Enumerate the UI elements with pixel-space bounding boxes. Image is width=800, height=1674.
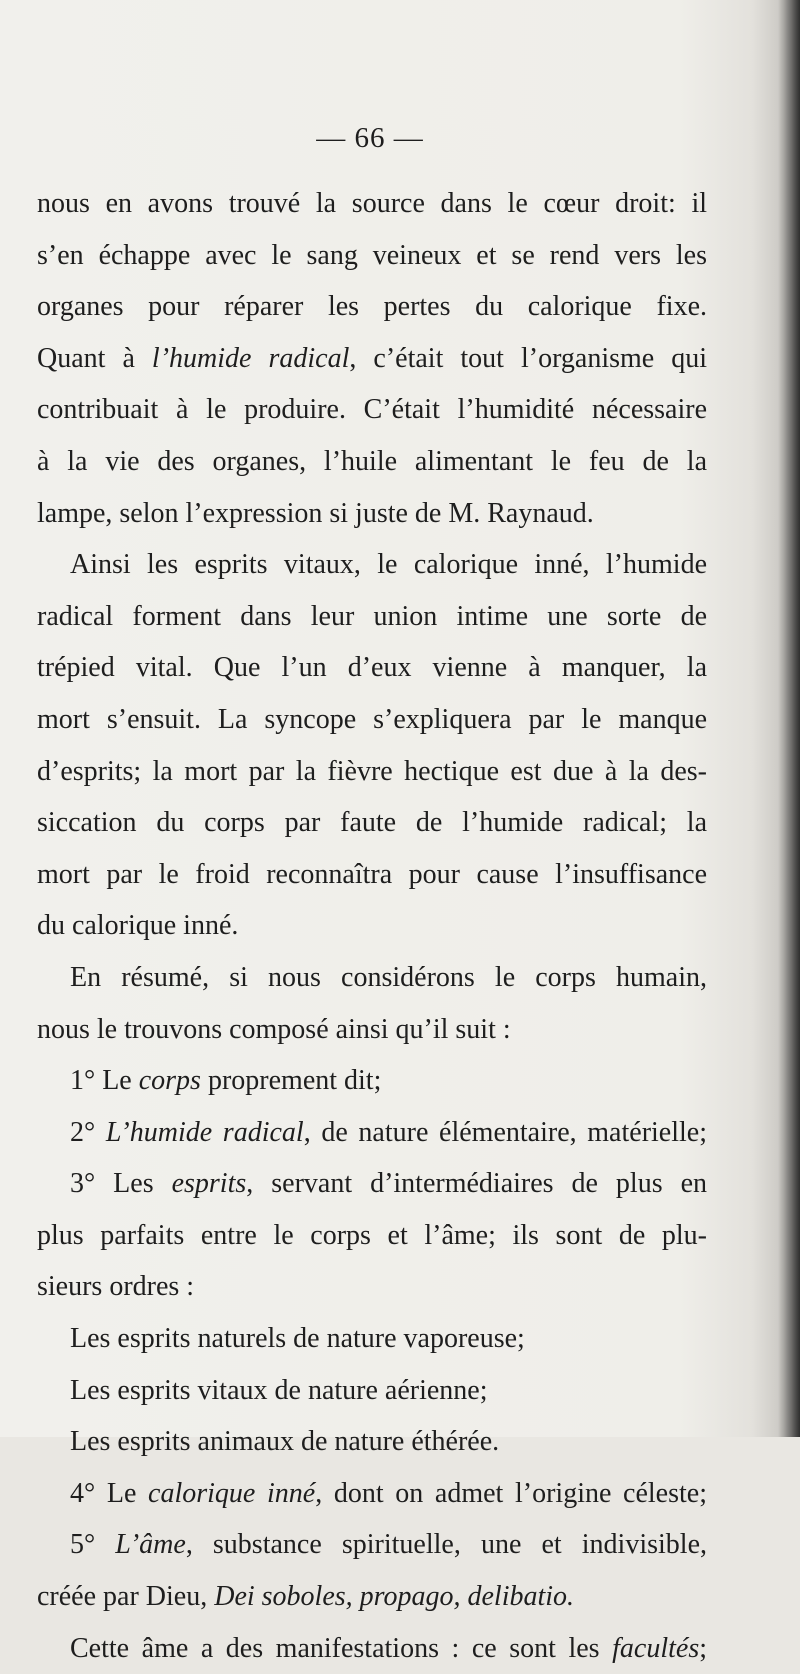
text-segment: Les esprits naturels de nature vaporeuse;: [70, 1323, 525, 1355]
text-line: [37, 591, 707, 643]
italic-text: facultés: [612, 1632, 700, 1664]
text-line: [37, 1416, 707, 1468]
italic-text: L’âme: [115, 1529, 186, 1561]
italic-text: L’humide radical: [105, 1116, 304, 1148]
text-line: [37, 230, 707, 282]
text-line: [37, 1210, 707, 1262]
text-segment: , substance spirituelle, une et indivisible,: [185, 1529, 707, 1561]
text-segment: nous en avons trouvé la source dans le cœur droit: il: [37, 188, 707, 219]
text-line: [37, 694, 707, 746]
text-line: [37, 539, 707, 591]
text-segment: s’en échappe avec le sang veineux et se rend vers les: [37, 239, 707, 271]
text-line: [37, 642, 707, 694]
text-segment: trépied vital. Que l’un d’eux vienne à manquer, la: [37, 652, 707, 684]
text-line: [37, 384, 707, 436]
text-segment: Les esprits animaux de nature éthérée.: [70, 1426, 500, 1458]
text-segment: 1° Le: [70, 1065, 139, 1097]
text-segment: nous le trouvons composé ainsi qu’il suit :: [37, 1013, 511, 1045]
text-segment: 5°: [70, 1529, 116, 1561]
text-segment: plus parfaits entre le corps et l’âme; ils sont de plu-: [37, 1219, 707, 1251]
page-binding-shadow: [778, 0, 800, 1437]
italic-text: l’humide radical: [151, 342, 350, 374]
text-line: [37, 1623, 707, 1674]
text-segment: proprement dit;: [200, 1065, 382, 1097]
text-segment: ;: [699, 1632, 707, 1664]
text-segment: du calorique inné.: [37, 910, 239, 942]
text-line: [37, 436, 707, 488]
text-segment: siccation du corps par faute de l’humide radical; la: [37, 807, 707, 839]
text-segment: , c’était tout l’organisme qui: [349, 342, 708, 374]
text-segment: , dont on admet l’origine céleste;: [315, 1477, 707, 1509]
text-segment: à la vie des organes, l’huile alimentant le feu de la: [37, 445, 707, 477]
text-line: [37, 849, 707, 901]
text-segment: contribuait à le produire. C’était l’humidité nécessaire: [37, 394, 707, 426]
text-line: [37, 1365, 707, 1417]
text-segment: , servant d’intermédiaires de plus en: [246, 1168, 707, 1200]
text-segment: lampe, selon l’expression si juste de M. Raynaud.: [37, 497, 594, 529]
text-line: [37, 952, 707, 1004]
italic-text: Dei soboles, propago, delibatio.: [214, 1581, 575, 1613]
text-segment: 2°: [70, 1116, 106, 1148]
text-line: [37, 333, 707, 385]
text-segment: sieurs ordres :: [37, 1271, 195, 1303]
text-line: [37, 1055, 707, 1107]
text-segment: 4° Le: [70, 1477, 149, 1509]
text-segment: Quant à: [37, 342, 152, 374]
text-line: [37, 1468, 707, 1520]
text-line: [37, 1004, 707, 1056]
text-segment: , de nature élémentaire, matérielle;: [303, 1116, 707, 1148]
italic-text: corps: [138, 1065, 201, 1097]
text-segment: organes pour réparer les pertes du calorique fixe.: [37, 291, 707, 323]
text-segment: créée par Dieu,: [37, 1581, 215, 1613]
text-segment: mort s’ensuit. La syncope s’expliquera par le manque: [37, 703, 707, 735]
text-segment: Les esprits vitaux de nature aérienne;: [70, 1374, 488, 1406]
text-segment: En résumé, si nous considérons le corps humain,: [70, 961, 707, 993]
text-line: [37, 797, 707, 849]
italic-text: esprits: [171, 1168, 247, 1200]
text-line: [37, 1107, 707, 1159]
text-line: [37, 1571, 707, 1623]
text-segment: d’esprits; la mort par la fièvre hectique est due à la des-: [37, 755, 707, 787]
text-segment: mort par le froid reconnaîtra pour cause l’insuffisance: [37, 858, 707, 890]
text-segment: Cette âme a des manifestations : ce sont les: [70, 1632, 613, 1664]
text-line: [37, 1261, 707, 1313]
italic-text: calorique inné: [148, 1477, 316, 1509]
body-text: [37, 178, 707, 1674]
text-line: [37, 1158, 707, 1210]
text-line: [37, 900, 707, 952]
text-line: [37, 488, 707, 540]
text-line: [37, 281, 707, 333]
text-line: [37, 178, 707, 230]
text-line: [37, 1313, 707, 1365]
text-line: [37, 746, 707, 798]
text-segment: Ainsi les esprits vitaux, le calorique inné, l’humide: [70, 549, 707, 581]
text-segment: 3° Les: [70, 1168, 172, 1200]
text-segment: radical forment dans leur union intime une sorte de: [37, 600, 707, 632]
text-line: [37, 1519, 707, 1571]
page-number: — 66 —: [316, 122, 424, 154]
